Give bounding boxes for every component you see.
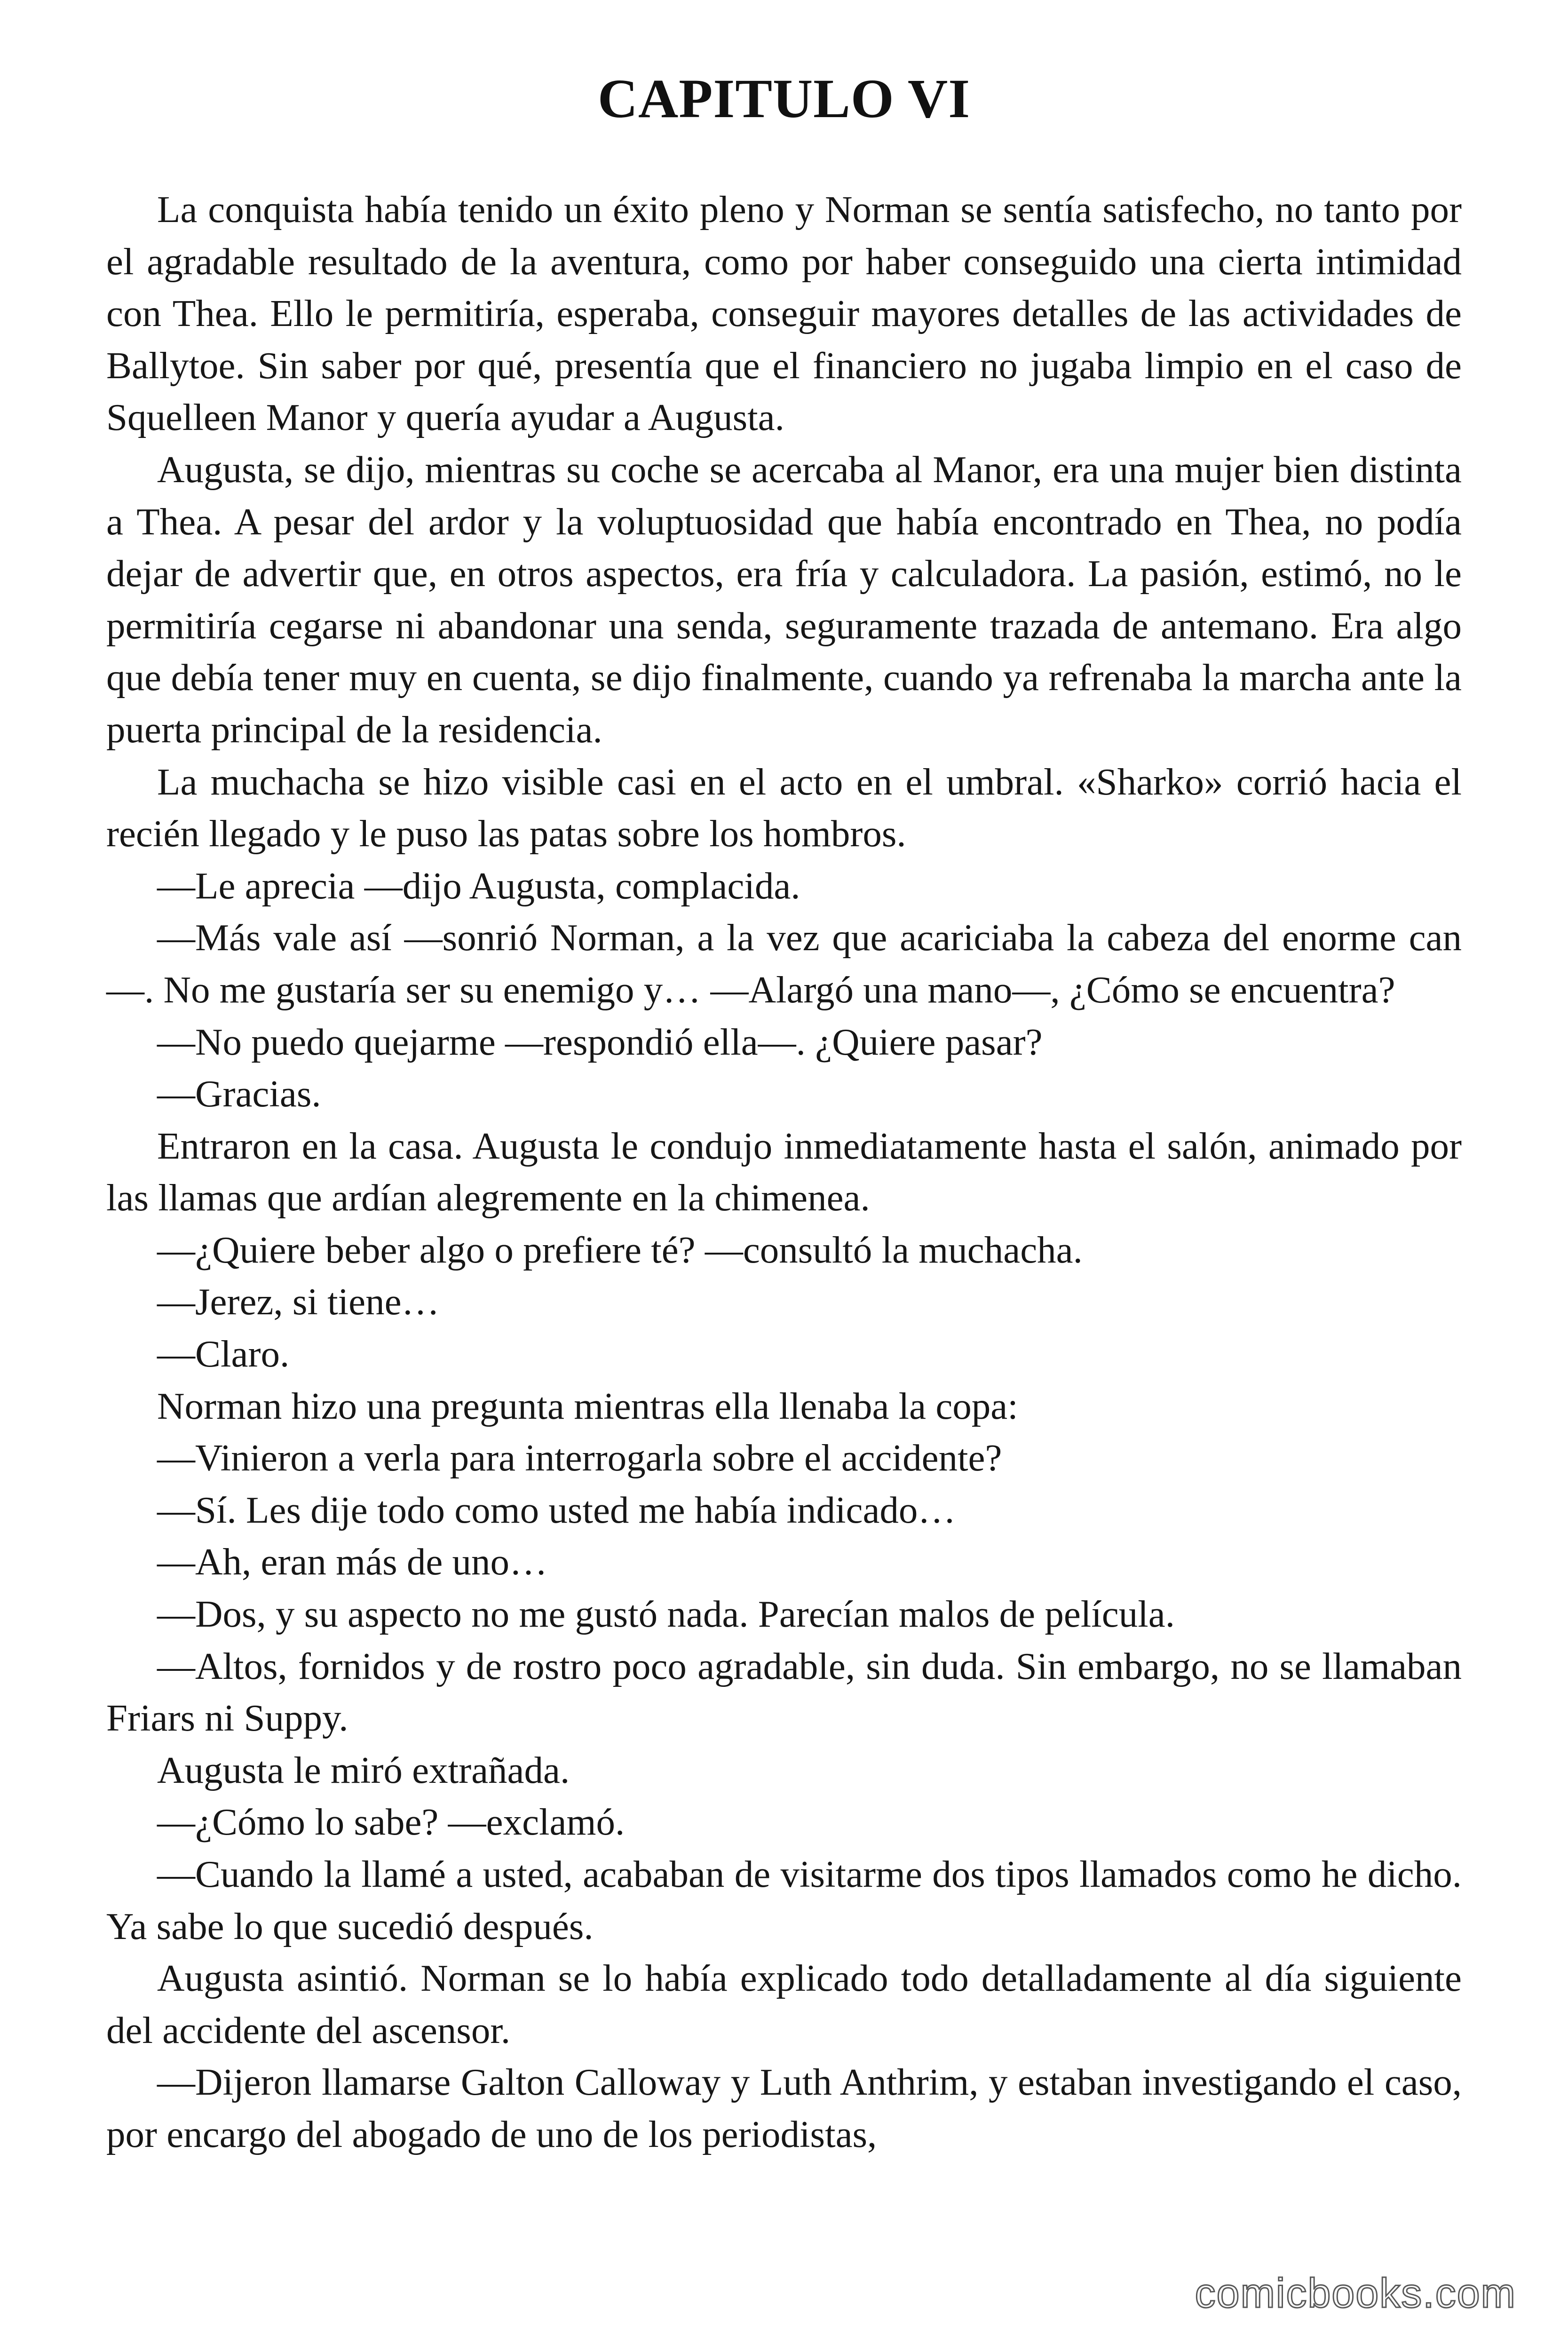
watermark: comicbooks.com — [1195, 2270, 1516, 2316]
chapter-body — [106, 183, 1462, 2161]
paragraph: —¿Cómo lo sabe? —exclamó. — [157, 1801, 625, 1843]
paragraph: —Altos, fornidos y de rostro poco agradable, sin duda. Sin embargo, no se llamaban Friars ni Suppy. — [106, 1645, 1462, 1740]
paragraph: —Gracias. — [157, 1073, 321, 1115]
paragraph: —Dos, y su aspecto no me gustó nada. Parecían malos de película. — [157, 1593, 1175, 1636]
paragraph: Entraron en la casa. Augusta le condujo inmediatamente hasta el salón, animado por las llamas que ardían alegremente en la chimenea. — [106, 1124, 1462, 1219]
paragraph: —Cuando la llamé a usted, acababan de visitarme dos tipos llamados como he dicho. Ya sabe lo que sucedió después. — [106, 1853, 1462, 1947]
paragraph: Augusta, se dijo, mientras su coche se acercaba al Manor, era una mujer bien distinta a Thea. A pesar del ardor y la voluptuosidad que había encontrado en Thea, no podía dejar de advertir que, en otros aspectos, era fría y calculadora. La pasión, estimó, no le permitiría cegarse ni abandonar una senda, seguramente trazada de antemano. Era algo que debía tener muy en cuenta, se dijo finalmente, cuando ya refrenaba la marcha ante la puerta principal de la residencia. — [106, 448, 1462, 751]
paragraph: —Más vale así —sonrió Norman, a la vez que acariciaba la cabeza del enorme can—. No me gustaría ser su enemigo y… —Alargó una mano—, ¿Cómo se encuentra? — [106, 916, 1462, 1011]
paragraph: —Sí. Les dije todo como usted me había indicado… — [157, 1488, 956, 1531]
paragraph: —Ah, eran más de uno… — [157, 1541, 548, 1583]
paragraph: —Le aprecia —dijo Augusta, complacida. — [157, 864, 800, 907]
chapter-title: CAPITULO VI — [597, 68, 971, 129]
paragraph: —Dijeron llamarse Galton Calloway y Luth Anthrim, y estaban investigando el caso, por encargo del abogado de uno de los periodistas, — [106, 2061, 1462, 2155]
paragraph: —No puedo quejarme —respondió ella—. ¿Quiere pasar? — [157, 1020, 1043, 1063]
paragraph: —Claro. — [157, 1333, 290, 1375]
paragraph: Augusta le miró extrañada. — [157, 1748, 570, 1791]
paragraph: —¿Quiere beber algo o prefiere té? —consultó la muchacha. — [157, 1228, 1083, 1271]
paragraph: —Jerez, si tiene… — [157, 1280, 440, 1323]
paragraph: Norman hizo una pregunta mientras ella llenaba la copa: — [157, 1384, 1018, 1427]
paragraph: La muchacha se hizo visible casi en el acto en el umbral. «Sharko» corrió hacia el recién llegado y le puso las patas sobre los hombros. — [106, 760, 1462, 855]
paragraph: —Vinieron a verla para interrogarla sobre el accidente? — [157, 1437, 1002, 1479]
paragraph: La conquista había tenido un éxito pleno y Norman se sentía satisfecho, no tanto por el agradable resultado de la aventura, como por haber conseguido una cierta intimidad con Thea. Ello le permitiría, esperaba, conseguir mayores detalles de las actividades de Ballytoe. Sin saber por qué, presentía que el financiero no jugaba limpio en el caso de Squelleen Manor y quería ayudar a Augusta. — [106, 188, 1462, 439]
paragraph: Augusta asintió. Norman se lo había explicado todo detalladamente al día siguiente del accidente del ascensor. — [106, 1957, 1462, 2051]
